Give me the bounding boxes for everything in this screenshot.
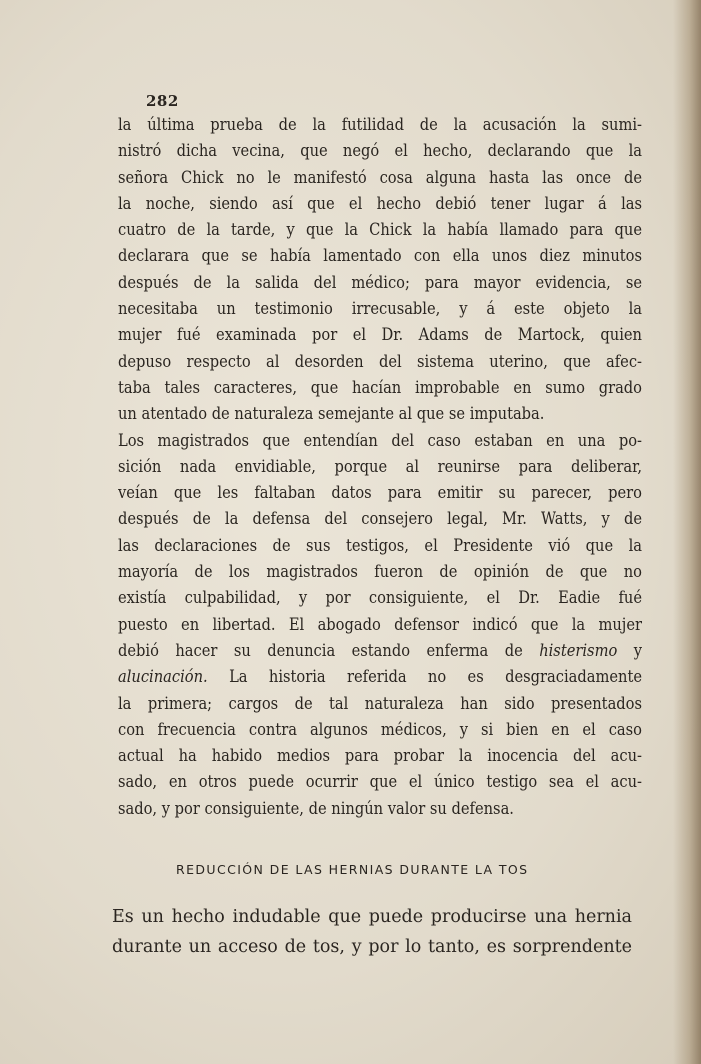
line-text: La historia referida no es desgraciadamente	[207, 667, 642, 687]
page-number: 282	[146, 92, 179, 110]
text-line: después de la salida del médico; para mayor evidencia, se	[118, 272, 642, 292]
text-line: la noche, siendo así que el hecho debió tener lugar á las	[118, 193, 642, 213]
text-line: cuatro de la tarde, y que la Chick la había llamado para que	[118, 220, 642, 240]
italic-term-histerismo: histerismo	[539, 640, 618, 660]
text-line-with-italic	[118, 664, 642, 690]
text-line: sado, en otros puede ocurrir que el único testigo sea el acu-	[118, 772, 642, 792]
text-line: con frecuencia contra algunos médicos, y si bien en el caso	[118, 719, 642, 739]
text-line: un atentado de naturaleza semejante al que se imputaba.	[118, 404, 545, 424]
text-line: nistró dicha vecina, que negó el hecho, declarando que la	[118, 141, 642, 161]
text-line: la última prueba de la futilidad de la acusación la sumi-	[118, 115, 642, 134]
text-line: la primera; cargos de tal naturaleza han sido presentados	[118, 693, 642, 713]
text-line: puesto en libertad. El abogado defensor indicó que la mujer	[118, 614, 642, 634]
text-line: actual ha habido medios para probar la inocencia del acu-	[118, 746, 642, 766]
main-paragraph	[118, 112, 642, 822]
text-line: taba tales caracteres, que hacían improbable en sumo grado	[118, 377, 642, 397]
text-line: sición nada envidiable, porque al reunirse para deliberar,	[118, 456, 642, 476]
text-line: señora Chick no le manifestó cosa alguna hasta las once de	[118, 167, 642, 187]
line-text: y	[617, 640, 642, 660]
text-line: existía culpabilidad, y por consiguiente, el Dr. Eadie fué	[118, 588, 642, 608]
text-line: después de la defensa del consejero legal, Mr. Watts, y de	[118, 509, 642, 529]
italic-term-alucinacion: alucinación.	[118, 667, 208, 687]
text-line: las declaraciones de sus testigos, el Presidente vió que la	[118, 535, 642, 555]
section-heading: REDUCCIÓN DE LAS HERNIAS DURANTE LA TOS	[176, 862, 529, 877]
text-line: veían que les faltaban datos para emitir su parecer, pero	[118, 483, 642, 503]
text-line-with-italic	[118, 638, 642, 664]
text-line: Los magistrados que entendían del caso estaban en una po-	[118, 430, 642, 450]
page-edge-shadow	[673, 0, 701, 1064]
text-line: sado, y por consiguiente, de ningún valor su defensa.	[118, 798, 514, 818]
text-line: mayoría de los magistrados fueron de opinión de que no	[118, 562, 642, 582]
line-text: debió hacer su denuncia estando enferma de	[118, 640, 540, 660]
text-line: depuso respecto al desorden del sistema uterino, que afec-	[118, 351, 642, 371]
text-line: declarara que se había lamentado con ella unos diez minutos	[118, 246, 642, 266]
text-line: necesitaba un testimonio irrecusable, y á este objeto la	[118, 299, 642, 319]
second-paragraph	[112, 902, 632, 962]
text-line: mujer fué examinada por el Dr. Adams de Martock, quien	[118, 325, 642, 345]
text-line: Es un hecho indudable que puede producirse una hernia	[112, 907, 632, 927]
text-line: durante un acceso de tos, y por lo tanto, es sorprendente	[112, 937, 632, 957]
